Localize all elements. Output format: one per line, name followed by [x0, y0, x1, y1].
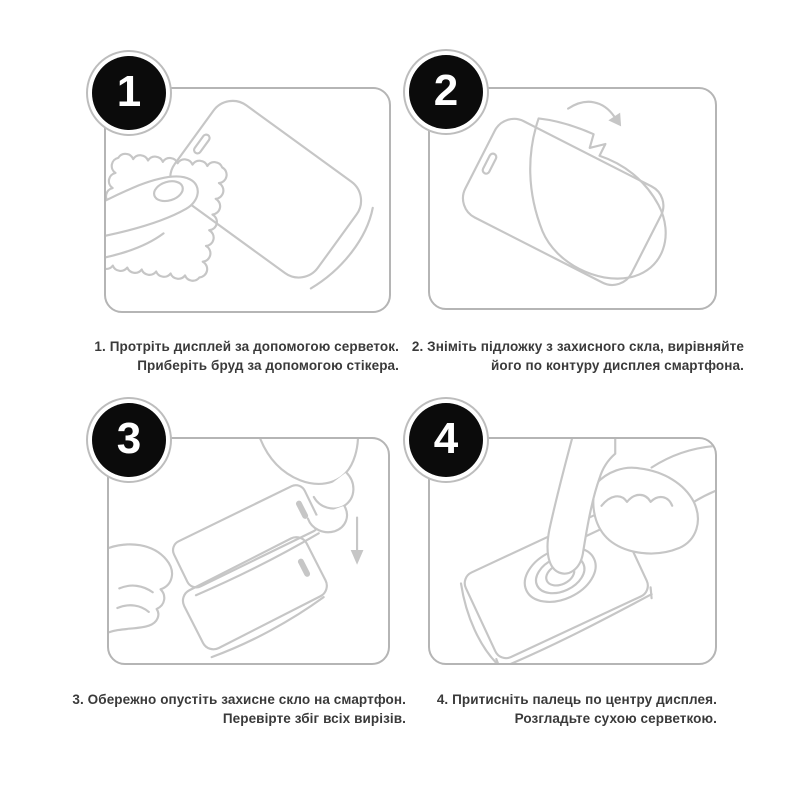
finger	[106, 177, 198, 237]
step-3-panel	[107, 437, 390, 665]
peeling-backing-film	[530, 118, 665, 278]
arrow-head-icon	[351, 550, 364, 565]
step-4-panel	[428, 437, 717, 665]
step-3-caption-line2: Перевірте збіг всіх вирізів.	[222, 710, 406, 726]
step-1-caption	[29, 338, 399, 375]
step-2-caption	[374, 338, 744, 375]
step-1-caption-line2: Приберіть бруд за допомогою стікера.	[137, 357, 399, 373]
step-4-caption-line2: Розгладьте сухою серветкою.	[514, 710, 717, 726]
step-4-caption	[347, 691, 717, 728]
hand-line	[106, 233, 164, 258]
step-2-number: 2	[433, 66, 459, 115]
step-4-caption-line1: 4. Притисніть палець по центру дисплея.	[436, 692, 717, 707]
phone-corner-edges	[496, 587, 651, 663]
step-4-number: 4	[433, 414, 459, 463]
step-2-caption-line2: його по контуру дисплея смартфона.	[491, 357, 744, 373]
phone-thickness-bottom	[501, 594, 651, 663]
speaker-slot-icon	[482, 152, 498, 174]
place-glass-illustration	[109, 439, 388, 663]
phone-thickness-edge	[212, 597, 324, 657]
step-3-badge	[92, 403, 166, 477]
step-1-badge	[92, 56, 166, 130]
arrow-head-icon	[608, 113, 621, 127]
step-2-caption-line1: 2. Зніміть підложку з захисного скла, вирівняйте	[411, 339, 744, 354]
step-1-number: 1	[116, 67, 142, 116]
wrist-line-bottom	[694, 490, 715, 502]
wrist-line-top	[652, 446, 715, 468]
phone-thickness-edge	[311, 208, 373, 289]
step-2-panel	[428, 87, 717, 310]
glass-outline	[170, 482, 323, 591]
step-3-number: 3	[116, 414, 142, 463]
glass-outline	[456, 111, 671, 292]
phone-speaker-slot-icon	[297, 558, 311, 578]
glass-speaker-slot-icon	[295, 500, 309, 520]
peel-film-illustration	[430, 89, 715, 308]
step-2-badge	[409, 55, 483, 129]
step-1-caption-line1: 1. Протріть дисплей за допомогою серветок.	[94, 339, 399, 354]
step-3-caption-line1: 3. Обережно опустіть захисне скло на смартфон.	[72, 692, 406, 707]
press-center-illustration	[430, 439, 715, 663]
curved-arrow-shaft	[568, 102, 614, 117]
phone-thickness-left	[461, 583, 499, 663]
step-4-badge	[409, 403, 483, 477]
fist	[593, 468, 698, 554]
